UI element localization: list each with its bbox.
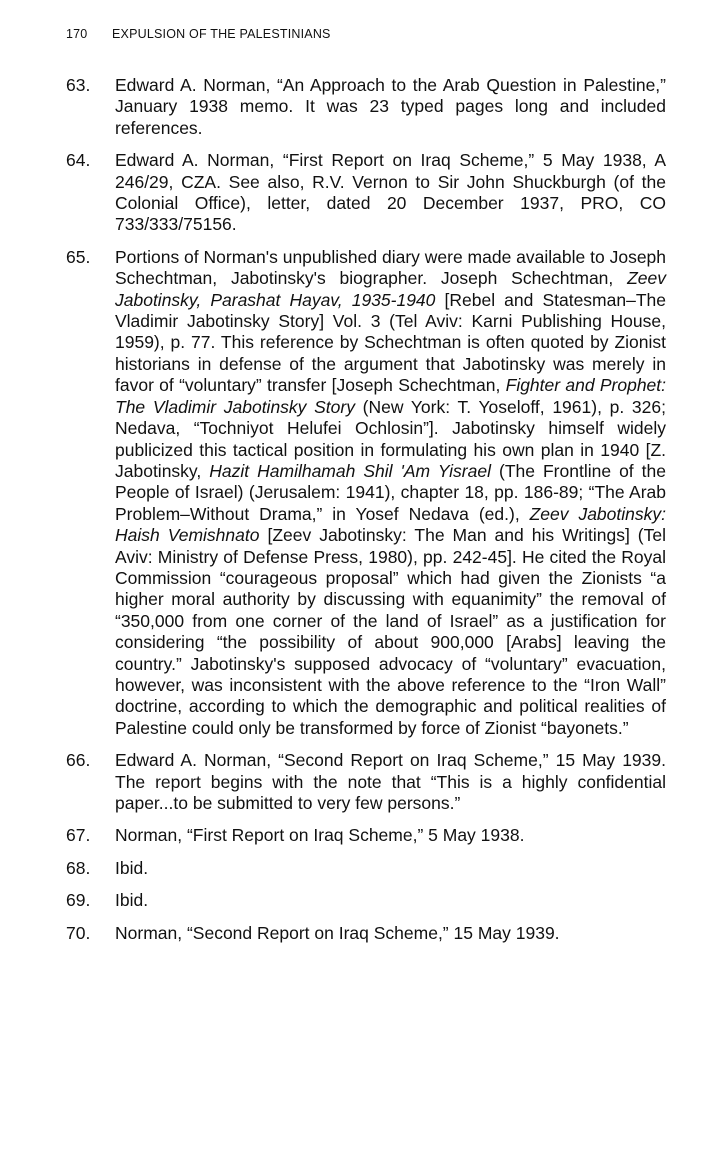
note-number: 65. (66, 246, 91, 267)
italic-title-segment: Zeev Jabotinsky: Haish Vemishnato (115, 503, 666, 546)
note-number: 66. (66, 750, 91, 771)
endnote-70 (66, 923, 666, 944)
note-number: 69. (66, 890, 91, 911)
note-text (115, 150, 666, 236)
text-segment: (New York: T. Yoseloff, 1961), p. 326; Nedava, “Tochniyot Helufei Ochlosin”]. Jabotinsky himself widely publicized this tactical position in formulating his own plan in 1940 [Z. Jabotinsky, (115, 396, 666, 481)
endnote-69 (66, 890, 666, 911)
note-text (115, 75, 666, 139)
text-segment: Edward A. Norman, “An Approach to the Arab Question in Palestine,” January 1938 memo. It was 23 typed pages long and included references. (115, 75, 666, 138)
text-segment: Ibid. (115, 857, 149, 878)
endnote-63 (66, 75, 666, 139)
note-text (115, 858, 666, 879)
note-text (115, 247, 666, 739)
endnotes-list (66, 75, 666, 955)
endnote-64 (66, 150, 666, 236)
running-head (66, 27, 331, 41)
text-segment: Portions of Norman's unpublished diary were made available to Joseph Schechtman, Jabotinsky's biographer. Joseph Schechtman, (115, 246, 667, 289)
note-number: 70. (66, 922, 91, 943)
note-number: 68. (66, 857, 91, 878)
note-text (115, 750, 666, 814)
endnote-65 (66, 247, 666, 739)
note-number: 64. (66, 150, 91, 171)
text-segment: Norman, “First Report on Iraq Scheme,” 5 May 1938. (115, 825, 525, 846)
note-number: 67. (66, 825, 91, 846)
page-number: 170 (66, 27, 88, 41)
text-segment: [Zeev Jabotinsky: The Man and his Writings] (Tel Aviv: Ministry of Defense Press, 1980), pp. 242-45]. He cited the Royal Commission “courageous proposal” which had given the Zionists “a higher moral authority by discussing with equanimity” the removal of “350,000 from one corner of the land of Israel” as a justification for considering “the possibility of about 900,000 [Arabs] leaving the country.” Jabotinsky's supposed advocacy of “voluntary” evacuation, however, was inconsistent with the above reference to the “Iron Wall” doctrine, according to which the demographic and political realities of Palestine could only be transformed by force of Zionist “bayonets.” (115, 525, 666, 738)
running-title: EXPULSION OF THE PALESTINIANS (112, 27, 331, 41)
note-text (115, 825, 666, 846)
italic-title-segment: Hazit Hamilhamah Shil 'Am Yisrael (209, 460, 491, 481)
italic-title-segment: Zeev Jabotinsky, Parashat Hayav, 1935-1940 (115, 268, 666, 310)
note-text (115, 890, 666, 911)
text-segment: Norman, “Second Report on Iraq Scheme,” 15 May 1939. (115, 922, 560, 943)
endnote-66 (66, 750, 666, 814)
text-segment: Edward A. Norman, “First Report on Iraq Scheme,” 5 May 1938, A 246/29, CZA. See also, R.V. Vernon to Sir John Shuckburgh (of the Colonial Office), letter, dated 20 December 1937, PRO, CO 733/333/75156. (115, 150, 666, 235)
text-segment: Ibid. (115, 890, 149, 911)
italic-title-segment: Fighter and Prophet: The Vladimir Jabotinsky Story (115, 375, 667, 417)
note-text (115, 923, 666, 944)
text-segment: [Rebel and Statesman–The Vladimir Jabotinsky Story] Vol. 3 (Tel Aviv: Karni Publishing House, 1959), p. 77. This reference by Schechtman is often quoted by Zionist historians in defense of the argument that Jabotinsky was merely in favor of “voluntary” transfer [Joseph Schechtman, (115, 289, 666, 396)
text-segment: Edward A. Norman, “Second Report on Iraq Scheme,” 15 May 1939. The report begins with the note that “This is a highly confidential paper...to be submitted to very few persons.” (115, 750, 666, 813)
endnote-68 (66, 858, 666, 879)
note-number: 63. (66, 75, 91, 95)
text-segment: (The Frontline of the People of Israel) (Jerusalem: 1941), chapter 18, pp. 186-89; “The Arab Problem–Without Drama,” in Yosef Nedava (ed.), (115, 460, 666, 524)
endnote-67 (66, 825, 666, 846)
